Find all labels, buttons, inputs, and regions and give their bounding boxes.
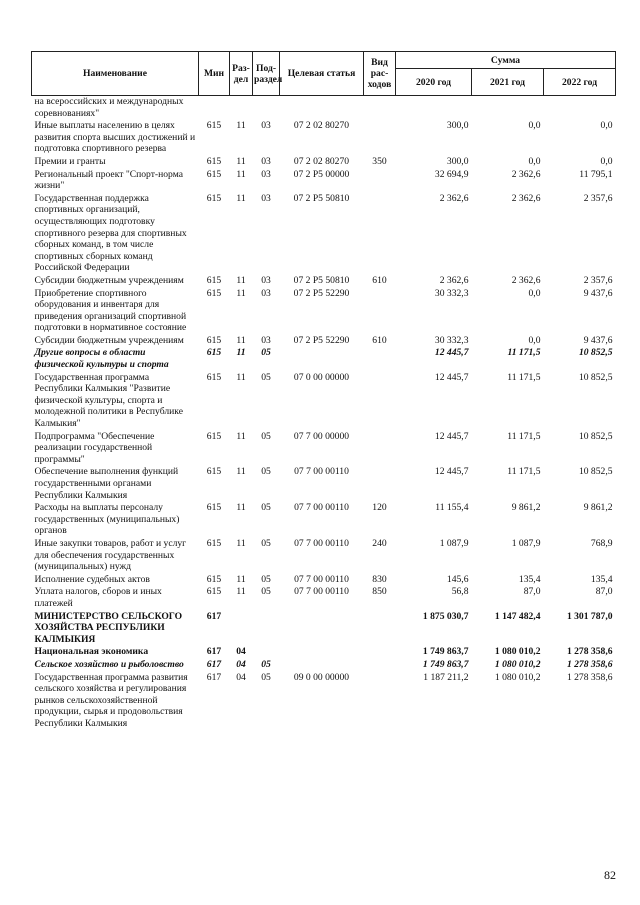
row-min: 615 — [206, 347, 222, 359]
row-sum-2021: 0,0 — [528, 120, 541, 132]
row-podrazdel: 03 — [261, 168, 271, 180]
row-razdel: 11 — [236, 371, 246, 383]
row-sum-2020 — [396, 96, 472, 121]
row-razdel: 04 — [236, 658, 246, 670]
row-sum-2020: 145,6 — [446, 573, 469, 585]
row-celevaya: 07 7 00 00110 — [294, 573, 349, 585]
row-min: 615 — [206, 586, 222, 598]
row-razdel: 11 — [236, 466, 246, 478]
row-sum-2020: 12 445,7 — [434, 347, 469, 359]
row-sum-2020: 1 749 863,7 — [422, 658, 469, 670]
row-celevaya — [280, 96, 364, 121]
row-min: 615 — [206, 334, 222, 346]
budget-table — [31, 51, 616, 730]
row-razdel: 04 — [236, 671, 246, 683]
row-podrazdel: 05 — [261, 347, 271, 359]
row-sum-2020: 300,0 — [446, 155, 469, 167]
row-sum-2022: 1 278 358,6 — [566, 646, 613, 658]
row-sum-2021: 11 171,5 — [507, 430, 541, 442]
row-name: Государственная поддержка спортивных организаций, осуществляющих подготовку спортивного резерва для спортивных сборных команд, в том числе спортивных сборных команд Российской Федерации — [34, 192, 187, 274]
row-celevaya: 07 2 P5 50810 — [293, 192, 350, 204]
row-sum-2022: 9 437,6 — [583, 287, 613, 299]
row-vid — [364, 431, 396, 467]
row-celevaya: 07 2 02 80270 — [293, 120, 350, 132]
table-row — [32, 156, 616, 169]
row-podrazdel: 05 — [261, 586, 271, 598]
row-min: 617 — [206, 646, 222, 658]
row-sum-2021: 2 362,6 — [511, 192, 541, 204]
row-min — [199, 96, 230, 121]
row-vid — [364, 120, 396, 156]
row-min: 615 — [206, 573, 222, 585]
table-row — [32, 502, 616, 538]
row-name: Исполнение судебных актов — [34, 573, 150, 585]
row-min: 615 — [206, 155, 222, 167]
row-name: Другие вопросы в области физической культуры и спорта — [34, 347, 169, 371]
row-vid — [364, 611, 396, 647]
row-podrazdel — [253, 611, 280, 647]
row-razdel: 11 — [236, 155, 246, 167]
row-vid: 830 — [372, 573, 387, 585]
table-row — [32, 372, 616, 431]
row-sum-2021: 1 080 010,2 — [494, 646, 541, 658]
row-podrazdel: 05 — [261, 371, 271, 383]
row-podrazdel: 05 — [261, 466, 271, 478]
row-min: 615 — [206, 274, 222, 286]
row-sum-2020: 56,8 — [451, 586, 469, 598]
row-sum-2022: 10 852,5 — [578, 430, 613, 442]
row-name: Подпрограмма "Обеспечение реализации государственной программы" — [34, 430, 155, 465]
row-sum-2020: 1 749 863,7 — [422, 646, 469, 658]
header-summa: Сумма — [396, 52, 616, 69]
row-celevaya: 09 0 00 00000 — [293, 671, 350, 683]
row-min: 615 — [206, 287, 222, 299]
row-celevaya: 07 7 00 00110 — [294, 466, 349, 478]
table-row — [32, 646, 616, 659]
table-row — [32, 120, 616, 156]
row-min: 615 — [206, 120, 222, 132]
row-podrazdel: 03 — [261, 155, 271, 167]
row-podrazdel: 03 — [261, 192, 271, 204]
header-year-2022: 2022 год — [544, 69, 616, 96]
header-year-2021: 2021 год — [472, 69, 544, 96]
row-razdel: 11 — [236, 334, 246, 346]
row-vid: 120 — [372, 502, 387, 514]
table-row — [32, 431, 616, 467]
row-celevaya: 07 7 00 00000 — [293, 430, 350, 442]
row-razdel — [230, 611, 253, 647]
row-razdel: 11 — [236, 502, 246, 514]
row-razdel: 11 — [236, 192, 246, 204]
row-vid: 850 — [372, 586, 387, 598]
row-sum-2022: 2 357,6 — [583, 274, 613, 286]
header-celevaya: Целевая статья — [280, 52, 364, 96]
row-name: Иные закупки товаров, работ и услуг для обеспечения государственных (муниципальных) нужд — [34, 537, 187, 573]
row-vid — [364, 372, 396, 431]
row-name: Субсидии бюджетным учреждениям — [34, 334, 184, 346]
table-row — [32, 193, 616, 275]
row-vid — [364, 672, 396, 731]
row-sum-2022: 87,0 — [595, 586, 613, 598]
row-sum-2021: 1 087,9 — [511, 537, 541, 549]
row-razdel: 11 — [236, 430, 246, 442]
table-row — [32, 538, 616, 574]
table-row — [32, 96, 616, 121]
row-sum-2021: 1 080 010,2 — [494, 671, 541, 683]
row-min: 615 — [206, 430, 222, 442]
table-row — [32, 169, 616, 193]
row-name: на всероссийских и международных соревнованиях" — [34, 96, 184, 119]
row-min: 617 — [206, 610, 222, 622]
row-sum-2021: 2 362,6 — [511, 274, 541, 286]
table-row — [32, 466, 616, 502]
row-podrazdel: 05 — [261, 671, 271, 683]
table-row — [32, 335, 616, 348]
row-sum-2022: 1 278 358,6 — [566, 671, 613, 683]
row-sum-2021: 11 171,5 — [507, 347, 541, 359]
row-razdel: 04 — [236, 646, 246, 658]
row-sum-2021: 1 080 010,2 — [494, 658, 541, 670]
row-name: Расходы на выплаты персоналу государственных (муниципальных) органов — [34, 502, 180, 537]
row-celevaya: 07 2 02 80270 — [293, 155, 350, 167]
row-celevaya: 07 7 00 00110 — [294, 502, 349, 514]
row-min: 617 — [206, 671, 222, 683]
table-row — [32, 611, 616, 647]
table-row — [32, 347, 616, 371]
row-podrazdel: 03 — [261, 334, 271, 346]
row-sum-2021 — [472, 96, 544, 121]
row-sum-2020: 300,0 — [446, 120, 469, 132]
row-min: 615 — [206, 168, 222, 180]
header-razdel: Раз-дел — [230, 52, 253, 96]
row-name: Иные выплаты населению в целях развития спорта высших достижений и подготовка спортивного резерва — [34, 120, 196, 155]
row-sum-2021: 0,0 — [528, 334, 541, 346]
row-min: 615 — [206, 371, 222, 383]
row-sum-2022: 10 852,5 — [578, 371, 613, 383]
row-podrazdel — [253, 646, 280, 659]
row-sum-2020: 12 445,7 — [434, 371, 469, 383]
row-podrazdel: 03 — [261, 120, 271, 132]
table-header — [32, 52, 616, 96]
row-name: Обеспечение выполнения функций государственными органами Республики Калмыкия — [34, 466, 179, 501]
table-row — [32, 659, 616, 672]
row-vid — [364, 466, 396, 502]
row-razdel: 11 — [236, 347, 246, 359]
row-sum-2020: 2 362,6 — [439, 192, 469, 204]
row-min: 615 — [206, 192, 222, 204]
row-razdel: 11 — [236, 586, 246, 598]
row-sum-2020: 12 445,7 — [434, 466, 469, 478]
row-min: 617 — [206, 658, 222, 670]
row-name: Государственная программа Республики Калмыкия "Развитие физической культуры, спорта и молодежной политики в Республике Калмыкия" — [34, 371, 183, 430]
row-sum-2021: 2 362,6 — [511, 168, 541, 180]
row-sum-2021: 87,0 — [523, 586, 541, 598]
row-sum-2021: 9 861,2 — [511, 502, 541, 514]
row-celevaya — [280, 646, 364, 659]
row-razdel: 11 — [236, 287, 246, 299]
row-podrazdel: 05 — [261, 573, 271, 585]
row-sum-2021: 0,0 — [528, 287, 541, 299]
row-name: Национальная экономика — [34, 646, 149, 658]
row-sum-2022: 768,9 — [590, 537, 613, 549]
row-name: Субсидии бюджетным учреждениям — [34, 274, 184, 286]
row-celevaya — [280, 611, 364, 647]
row-sum-2022: 0,0 — [600, 120, 613, 132]
row-sum-2022 — [544, 96, 616, 121]
row-sum-2022: 135,4 — [590, 573, 613, 585]
row-min: 615 — [206, 502, 222, 514]
row-razdel: 11 — [236, 168, 246, 180]
row-podrazdel: 05 — [261, 502, 271, 514]
row-name: Региональный проект "Спорт-норма жизни" — [34, 168, 183, 192]
row-sum-2020: 1 875 030,7 — [422, 610, 469, 622]
header-vid: Вид рас-ходов — [364, 52, 396, 96]
row-sum-2022: 9 437,6 — [583, 334, 613, 346]
row-celevaya: 07 2 P5 00000 — [293, 168, 350, 180]
row-sum-2020: 12 445,7 — [434, 430, 469, 442]
row-min: 615 — [206, 537, 222, 549]
row-podrazdel: 03 — [261, 274, 271, 286]
row-celevaya: 07 2 P5 52290 — [293, 334, 350, 346]
table-row — [32, 586, 616, 610]
row-sum-2022: 1 301 787,0 — [566, 610, 613, 622]
row-celevaya: 07 2 P5 50810 — [293, 274, 350, 286]
row-razdel: 11 — [236, 274, 246, 286]
row-sum-2022: 10 852,5 — [578, 347, 613, 359]
row-name: Премии и гранты — [34, 155, 106, 167]
page-number: 82 — [604, 868, 616, 882]
row-razdel: 11 — [236, 573, 246, 585]
row-celevaya: 07 7 00 00110 — [294, 586, 349, 598]
header-year-2020: 2020 год — [396, 69, 472, 96]
row-vid — [364, 347, 396, 371]
row-vid: 610 — [372, 274, 387, 286]
row-sum-2022: 11 795,1 — [579, 168, 613, 180]
row-sum-2021: 11 171,5 — [507, 371, 541, 383]
table-row — [32, 672, 616, 731]
row-name: МИНИСТЕРСТВО СЕЛЬСКОГО ХОЗЯЙСТВА РЕСПУБЛИКИ КАЛМЫКИЯ — [34, 610, 183, 645]
row-sum-2021: 135,4 — [518, 573, 541, 585]
row-sum-2022: 1 278 358,6 — [566, 658, 613, 670]
row-podrazdel: 05 — [261, 430, 271, 442]
row-vid — [364, 288, 396, 335]
table-row — [32, 288, 616, 335]
row-podrazdel: 03 — [261, 287, 271, 299]
row-name: Сельское хозяйство и рыболовство — [34, 658, 184, 670]
row-sum-2022: 9 861,2 — [583, 502, 613, 514]
row-sum-2020: 1 087,9 — [439, 537, 469, 549]
row-sum-2022: 10 852,5 — [578, 466, 613, 478]
header-min: Мин — [199, 52, 230, 96]
row-celevaya: 07 7 00 00110 — [294, 537, 349, 549]
table-row — [32, 574, 616, 587]
row-podrazdel: 05 — [261, 537, 271, 549]
row-celevaya: 07 2 P5 52290 — [293, 287, 350, 299]
row-vid — [364, 659, 396, 672]
row-sum-2021: 0,0 — [528, 155, 541, 167]
row-sum-2021: 1 147 482,4 — [494, 610, 541, 622]
row-podrazdel — [253, 96, 280, 121]
row-celevaya — [280, 659, 364, 672]
row-razdel: 11 — [236, 537, 246, 549]
row-sum-2020: 11 155,4 — [435, 502, 469, 514]
row-sum-2020: 2 362,6 — [439, 274, 469, 286]
row-name: Уплата налогов, сборов и иных платежей — [34, 586, 162, 609]
row-vid — [364, 193, 396, 275]
row-name: Приобретение спортивного оборудования и инвентаря для приведения организаций спортивной подготовки в нормативное состояние — [34, 287, 187, 334]
header-name: Наименование — [32, 52, 199, 96]
row-celevaya: 07 0 00 00000 — [293, 371, 350, 383]
row-vid — [364, 646, 396, 659]
row-vid: 350 — [372, 155, 387, 167]
row-sum-2020: 32 694,9 — [434, 168, 469, 180]
row-vid: 610 — [372, 334, 387, 346]
row-min: 615 — [206, 466, 222, 478]
row-vid — [364, 169, 396, 193]
row-razdel: 11 — [236, 120, 246, 132]
table-body — [32, 96, 616, 731]
table-row — [32, 275, 616, 288]
row-vid — [364, 96, 396, 121]
row-vid: 240 — [372, 537, 387, 549]
row-sum-2020: 30 332,3 — [434, 334, 469, 346]
row-sum-2020: 1 187 211,2 — [423, 671, 469, 683]
row-sum-2022: 0,0 — [600, 155, 613, 167]
row-sum-2020: 30 332,3 — [434, 287, 469, 299]
row-sum-2022: 2 357,6 — [583, 192, 613, 204]
row-razdel — [230, 96, 253, 121]
row-name: Государственная программа развития сельского хозяйства и регулирования рынков сельскохозяйственной продукции, сырья и продовольствия Республики Калмыкия — [34, 671, 188, 729]
header-podrazdel: Под-раздел — [253, 52, 280, 96]
row-sum-2021: 11 171,5 — [507, 466, 541, 478]
row-celevaya — [280, 347, 364, 371]
row-podrazdel: 05 — [261, 658, 271, 670]
